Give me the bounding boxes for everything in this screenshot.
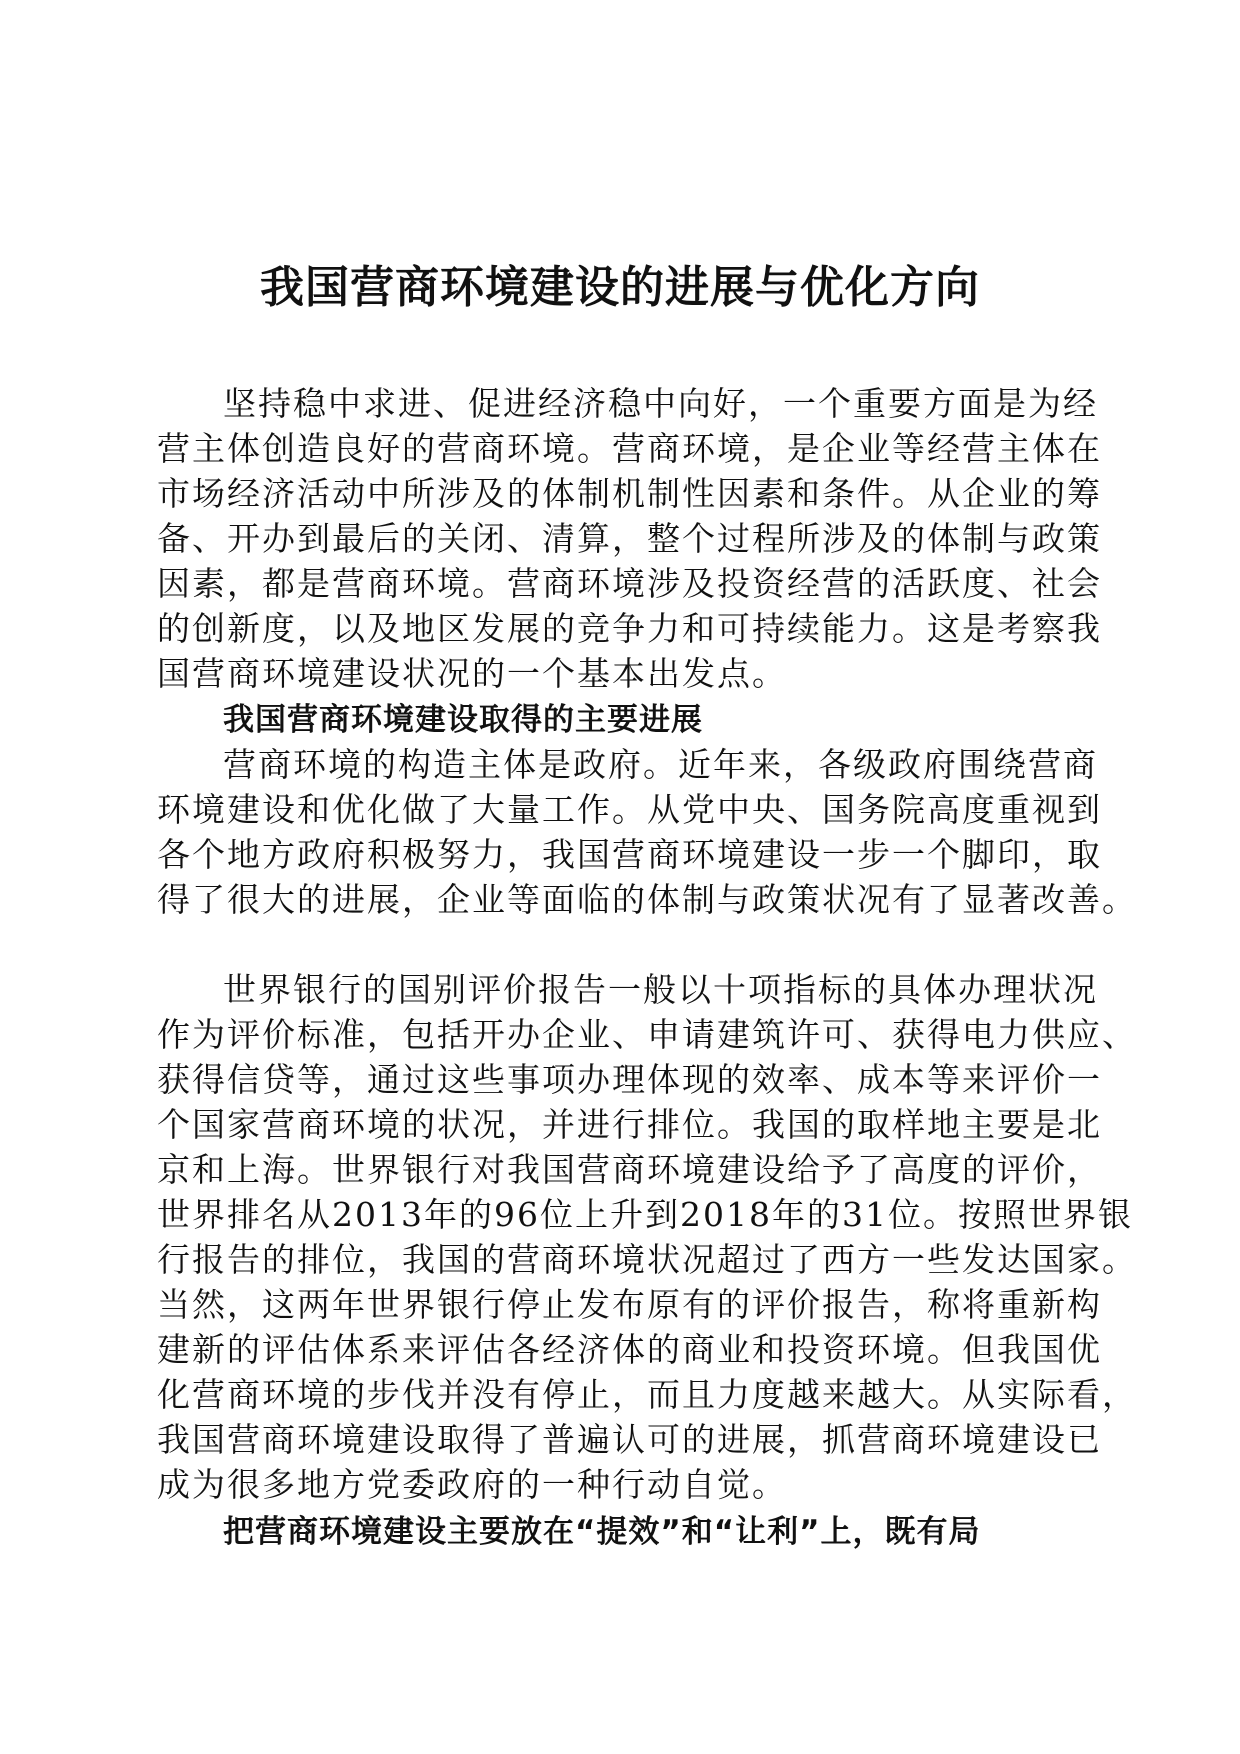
paragraph-line: 坚持稳中求进、促进经济稳中向好，一个重要方面是为经 (223, 384, 1098, 423)
paragraph-line: 市场经济活动中所涉及的体制机制性因素和条件。从企业的筹 (157, 474, 1102, 513)
paragraph-line: 营商环境的构造主体是政府。近年来，各级政府围绕营商 (223, 745, 1098, 784)
paragraph-line: 的创新度，以及地区发展的竞争力和可持续能力。这是考察我 (157, 609, 1102, 648)
paragraph-line: 当然，这两年世界银行停止发布原有的评价报告，称将重新构 (157, 1285, 1102, 1324)
paragraph-line: 获得信贷等，通过这些事项办理体现的效率、成本等来评价一 (157, 1060, 1102, 1099)
paragraph-line: 成为很多地方党委政府的一种行动自觉。 (157, 1465, 787, 1504)
paragraph-line: 得了很大的进展，企业等面临的体制与政策状况有了显著改善。 (157, 880, 1137, 919)
paragraph-line: 作为评价标准，包括开办企业、申请建筑许可、获得电力供应、 (157, 1015, 1137, 1054)
paragraph-line: 行报告的排位，我国的营商环境状况超过了西方一些发达国家。 (157, 1240, 1137, 1279)
document-title: 我国营商环境建设的进展与优化方向 (260, 262, 980, 313)
paragraph-line: 世界排名从2013年的96位上升到2018年的31位。按照世界银 (157, 1195, 1133, 1234)
paragraph-line: 环境建设和优化做了大量工作。从党中央、国务院高度重视到 (157, 790, 1102, 829)
paragraph-line: 京和上海。世界银行对我国营商环境建设给予了高度的评价， (157, 1150, 1102, 1189)
paragraph-line: 各个地方政府积极努力，我国营商环境建设一步一个脚印，取 (157, 835, 1102, 874)
paragraph-line: 营主体创造良好的营商环境。营商环境，是企业等经营主体在 (157, 429, 1102, 468)
section-heading-efficiency: 把营商环境建设主要放在“提效”和“让利”上，既有局 (223, 1514, 981, 1550)
paragraph-line: 个国家营商环境的状况，并进行排位。我国的取样地主要是北 (157, 1105, 1102, 1144)
paragraph-line: 化营商环境的步伐并没有停止，而且力度越来越大。从实际看， (157, 1375, 1137, 1414)
paragraph-line: 因素，都是营商环境。营商环境涉及投资经营的活跃度、社会 (157, 564, 1102, 603)
paragraph-line: 世界银行的国别评价报告一般以十项指标的具体办理状况 (223, 970, 1098, 1009)
section-heading-progress: 我国营商环境建设取得的主要进展 (223, 702, 703, 738)
paragraph-line: 建新的评估体系来评估各经济体的商业和投资环境。但我国优 (157, 1330, 1102, 1369)
paragraph-line: 我国营商环境建设取得了普遍认可的进展，抓营商环境建设已 (157, 1420, 1102, 1459)
paragraph-line: 备、开办到最后的关闭、清算，整个过程所涉及的体制与政策 (157, 519, 1102, 558)
paragraph-line: 国营商环境建设状况的一个基本出发点。 (157, 654, 787, 693)
